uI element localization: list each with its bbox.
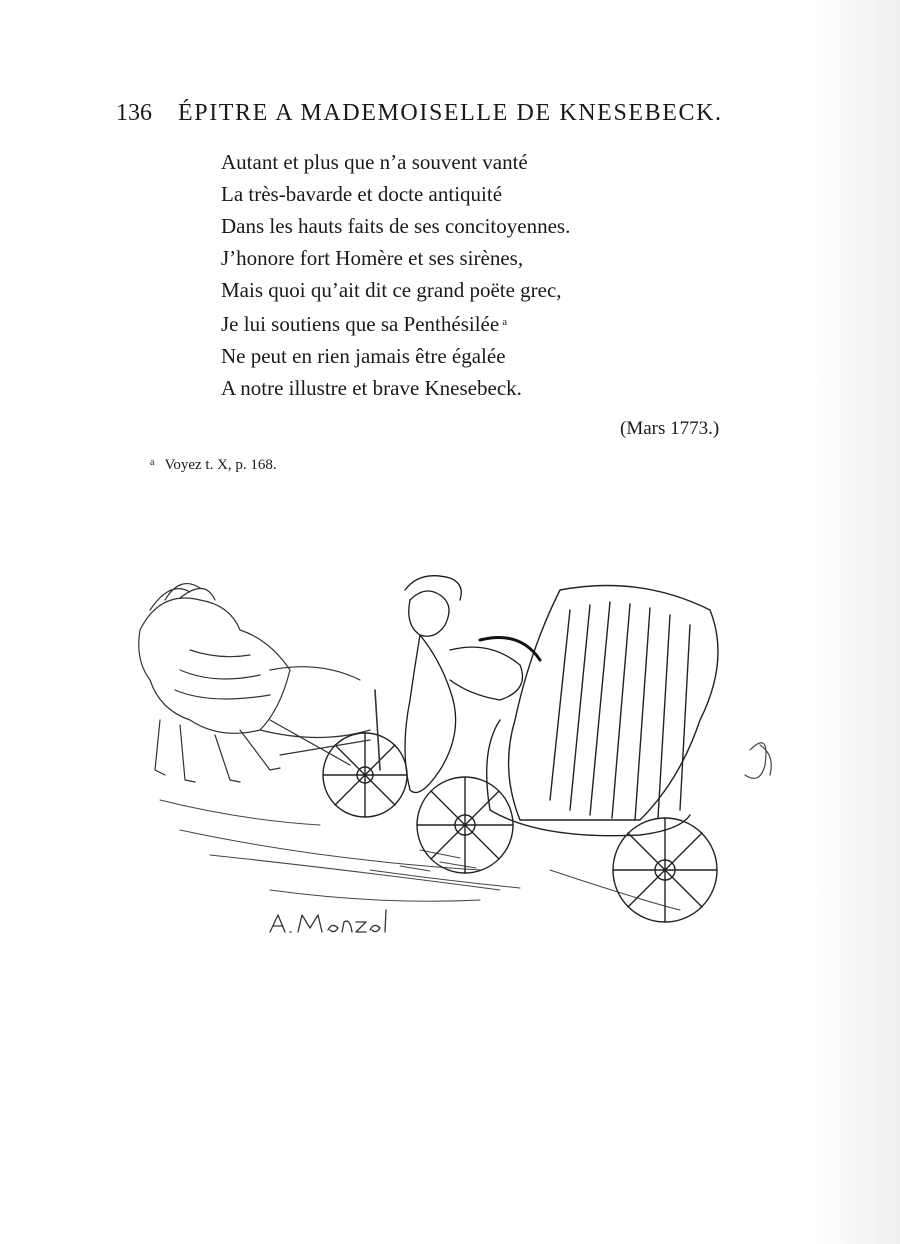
poem-line: La très-bavarde et docte antiquité: [221, 182, 503, 206]
footnote-text: Voyez t. X, p. 168.: [164, 457, 277, 473]
poem-line: Autant et plus que n’a souvent vanté: [221, 150, 528, 174]
traces: [270, 690, 380, 770]
rear-wheel: [613, 818, 717, 922]
running-header: [116, 100, 756, 140]
poem-line: J’honore fort Homère et ses sirènes,: [221, 246, 524, 270]
footnote-reference: a: [502, 316, 508, 328]
signature-mark: [270, 910, 386, 932]
poem: [221, 146, 691, 404]
poem-line-text: Je lui soutiens que sa Penthésilée: [221, 312, 500, 336]
poem-line: A notre illustre et brave Knesebeck.: [221, 376, 522, 400]
poem-line: Mais quoi qu’ait dit ce grand poëte grec,: [221, 278, 562, 302]
middle-wheel: [417, 777, 513, 873]
footnote-marker: a: [150, 457, 155, 468]
carriage-illustration: [120, 570, 790, 970]
running-title: ÉPITRE A MADEMOISELLE DE KNESEBECK.: [178, 100, 723, 126]
page-edge-shadow: [810, 0, 900, 1244]
poem-line: Dans les hauts faits de ses concitoyennes.: [221, 214, 571, 238]
footnote: [150, 457, 277, 474]
carriage-body: [487, 586, 718, 836]
page-number: 136: [116, 100, 152, 126]
monogram: [745, 743, 771, 779]
horses-sketch: [139, 584, 370, 782]
ground-strokes: [160, 800, 680, 910]
poem-line-with-note: [221, 306, 691, 340]
poem-date: (Mars 1773.): [620, 418, 720, 439]
poem-line: Ne peut en rien jamais être égalée: [221, 344, 506, 368]
woman-figure: [405, 576, 540, 793]
